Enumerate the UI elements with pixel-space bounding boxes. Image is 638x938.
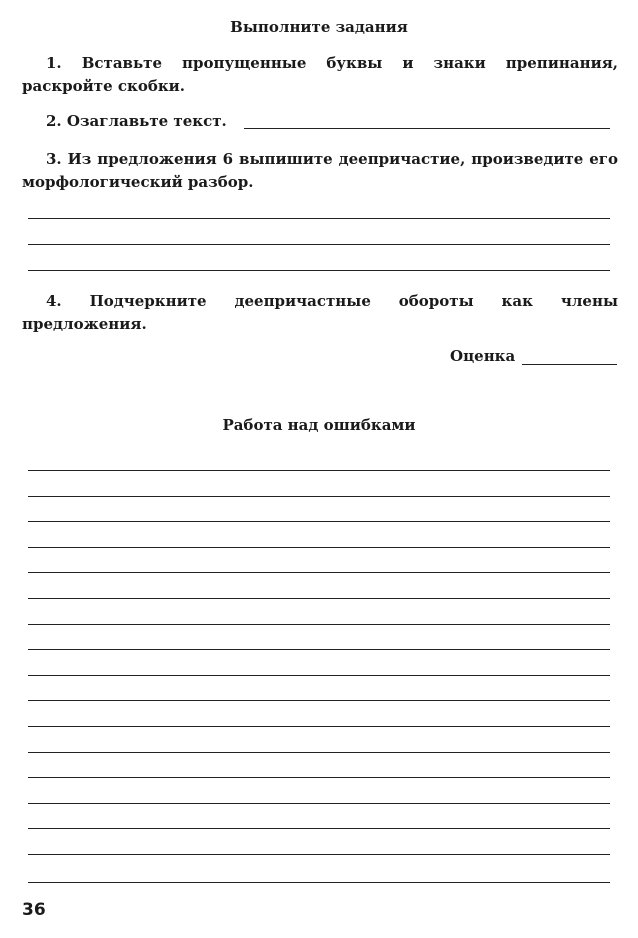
- page-number: 36: [22, 900, 46, 920]
- answer-line[interactable]: [28, 598, 610, 599]
- answer-line[interactable]: [28, 270, 610, 271]
- answer-line[interactable]: [28, 572, 610, 573]
- answer-line[interactable]: [28, 244, 610, 245]
- answer-line[interactable]: [28, 521, 610, 522]
- answer-line[interactable]: [28, 496, 610, 497]
- task-1: [22, 52, 618, 98]
- task-2-number: 2.: [46, 112, 62, 130]
- answer-line[interactable]: [28, 777, 610, 778]
- answer-line[interactable]: [28, 218, 610, 219]
- task-2-text: Озаглавьте текст.: [66, 112, 227, 130]
- answer-line[interactable]: [28, 675, 610, 676]
- task-1-number: 1.: [46, 54, 62, 72]
- answer-line[interactable]: [28, 854, 610, 855]
- task-3: [22, 148, 618, 194]
- section-title: Выполните задания: [230, 18, 408, 36]
- answer-line[interactable]: [28, 547, 610, 548]
- task-3-text: Из предложения 6 выпишите деепричастие, произведите его морфологический разбор.: [22, 150, 618, 191]
- answer-line[interactable]: [28, 882, 610, 883]
- task-2: [46, 110, 227, 133]
- answer-line[interactable]: [28, 726, 610, 727]
- answer-line[interactable]: [28, 700, 610, 701]
- title-answer-line[interactable]: [244, 128, 610, 129]
- answer-line[interactable]: [28, 803, 610, 804]
- task-4-text: Подчеркните деепричастные обороты как члены предложения.: [22, 292, 618, 333]
- task-3-number: 3.: [46, 150, 62, 168]
- answer-line[interactable]: [28, 624, 610, 625]
- errors-title: Работа над ошибками: [222, 416, 416, 434]
- answer-line[interactable]: [28, 752, 610, 753]
- task-1-text: Вставьте пропущенные буквы и знаки препинания, раскройте скобки.: [22, 54, 618, 95]
- answer-line[interactable]: [28, 470, 610, 471]
- answer-line[interactable]: [28, 649, 610, 650]
- task-4-number: 4.: [46, 292, 62, 310]
- answer-line[interactable]: [28, 828, 610, 829]
- grade-label: Оценка: [450, 347, 516, 365]
- grade-line[interactable]: [522, 364, 617, 365]
- task-4: [22, 290, 618, 336]
